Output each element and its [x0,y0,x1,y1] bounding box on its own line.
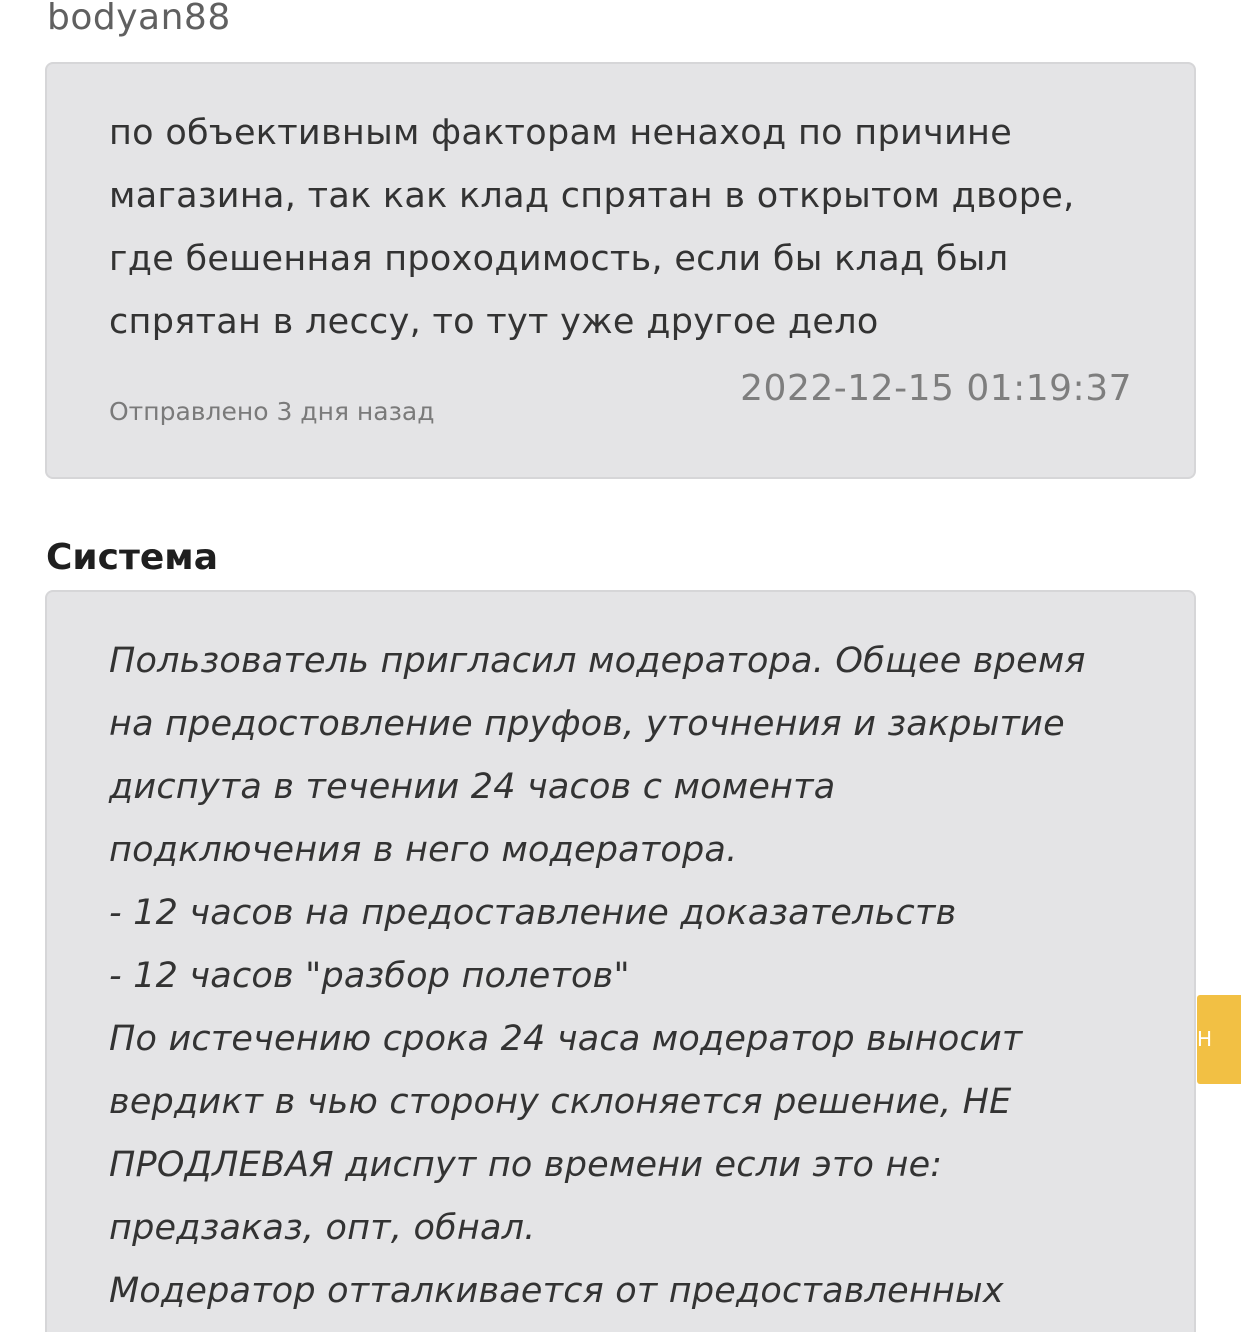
system-line: - 12 часов "разбор полетов" [109,956,630,996]
system-line: диспута в течении 24 часов с момента [109,767,836,807]
message-author: bodyan88 [47,0,231,38]
message-line: по объективным факторам ненаход по причине [109,113,1013,153]
message-bubble [45,62,1196,479]
system-line: ПРОДЛЕВАЯ диспут по времени если это не: [109,1145,943,1185]
message-line: спрятан в лессу, то тут уже другое дело [109,302,879,342]
message-text [109,102,1129,354]
system-section-title: Система [46,537,218,578]
system-message-text [109,630,1169,1323]
system-message-bubble [45,590,1196,1332]
system-line: По истечению срока 24 часа модератор выносит [109,1019,1023,1059]
message-line: магазина, так как клад спрятан в открытом дворе, [109,176,1075,216]
message-timestamp: 2022-12-15 01:19:37 [740,368,1132,409]
message-line: где бешенная проходимость, если бы клад был [109,239,1009,279]
system-line: на предостовление пруфов, уточнения и закрытие [109,704,1065,744]
system-line: предзаказ, опт, обнал. [109,1208,536,1248]
system-line: - 12 часов на предоставление доказательств [109,893,957,933]
system-line: подключения в него модератора. [109,830,738,870]
system-line: Пользователь пригласил модератора. Общее время [109,641,1086,681]
sent-ago-label: Отправлено 3 дня назад [109,397,435,426]
system-line: Модератор отталкивается от предоставленных [109,1271,1004,1311]
side-tab-button[interactable] [1197,995,1241,1084]
side-tab-label: Н [1197,1027,1213,1051]
system-line: вердикт в чью сторону склоняется решение, НЕ [109,1082,1012,1122]
